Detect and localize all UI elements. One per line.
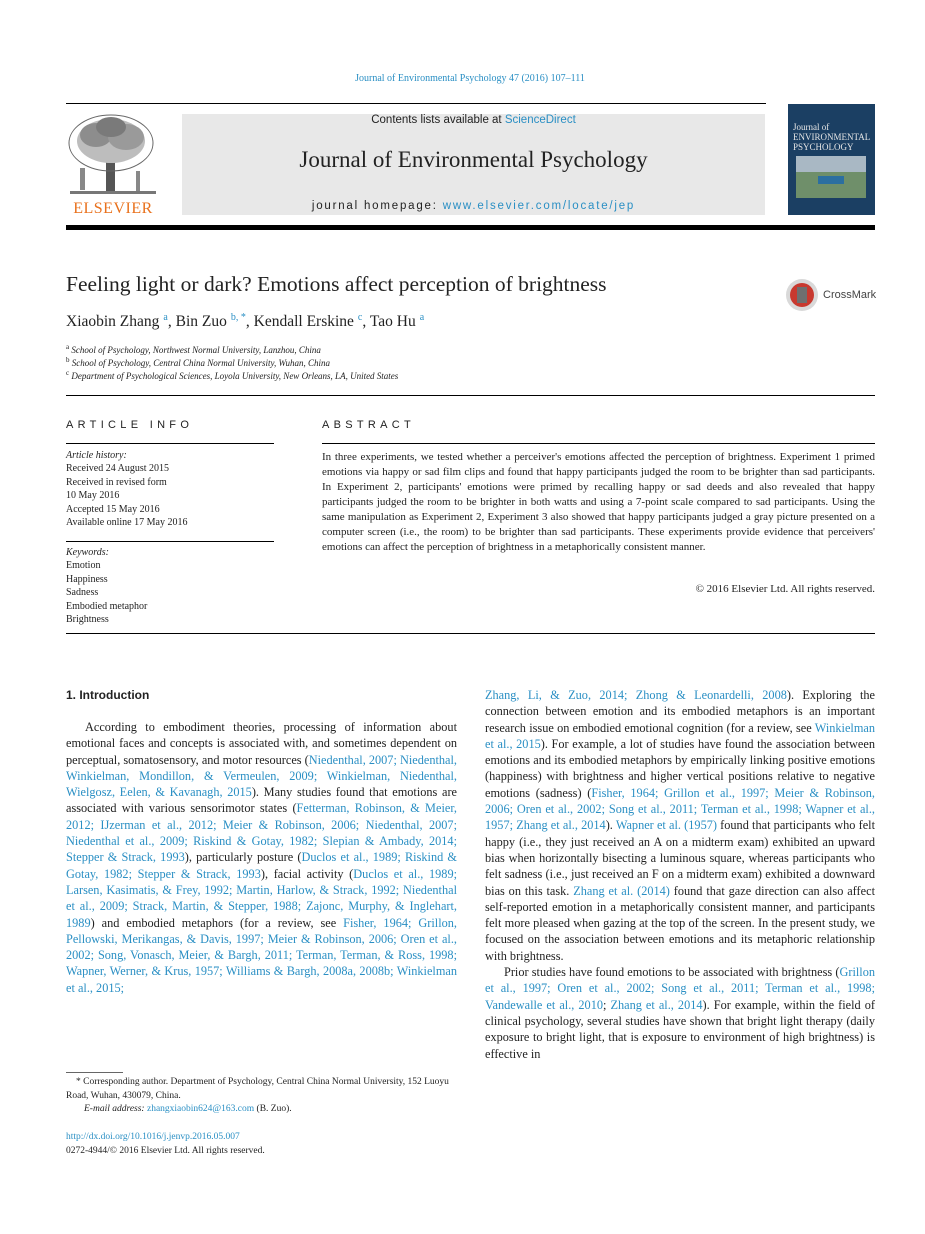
author-affiliation-marker[interactable]: a [163, 312, 168, 323]
citation-link[interactable]: Duclos et al., 1989; Larsen, Kasimatis, & Frey, 1992; Martin, Harlow, & Strack, 1992; Niedenthal et al., 2009; Strack, Martin, & Stepper, 1988; Zajonc, Murphy, & Inglehart, 1989 [66, 866, 458, 930]
article-history [66, 449, 187, 529]
cover-title: Journal of ENVIRONMENTAL PSYCHOLOGY [793, 122, 870, 152]
citation-link[interactable]: Winkielman et al., 2015 [485, 720, 875, 751]
intro-left-column [66, 719, 457, 996]
journal-banner [182, 114, 765, 215]
keyword-item: Brightness [66, 614, 109, 626]
front-matter-bottom-rule [66, 633, 875, 634]
affiliation-a: $^a$ School of Psychology, Northwest Normal University, Lanzhou, China [66, 343, 321, 355]
journal-title: Journal of Environmental Psychology [299, 147, 648, 172]
keyword-item: Sadness [66, 587, 99, 599]
crossmark-icon[interactable] [785, 278, 819, 312]
author-name[interactable]: Bin Zuo [175, 313, 227, 331]
author-affiliation-marker[interactable]: a [419, 312, 425, 323]
abstract-copyright: © 2016 Elsevier Ltd. All rights reserved. [695, 583, 875, 595]
journal-homepage-link[interactable]: www.elsevier.com/locate/jep [442, 200, 636, 212]
history-label: Article history: [66, 450, 127, 461]
keywords [66, 546, 147, 626]
footnote-rule [66, 1072, 123, 1073]
author-affiliation-marker[interactable]: b, * [230, 312, 246, 323]
intro-paragraph-2: Prior studies have found emotions to be associated with brightness (Grillon et al., 1997; Oren et al., 2002; Song et al., 2011; Terman et al., 1998; Vandewalle et al., 2010; Zhang et al., 2014). For example, within the field of clinical psychology, several studies have shown that bright light therapy (daily exposure to bright light, that is exposure to environment of high brightness) is effective in [485, 965, 875, 1061]
abstract-text: In three experiments, we tested whether a perceiver's emotions affected the perception of brightness. Experiment 1 primed emotions via happy or sad film clips and found that happy participants judged the room to be brighter than sad participants. In Experiment 2, participants' emotions were primed by recalling happy or sad deeds and also revealed that happy participants judged the room to be brighter in both watts and using a 7-point scale compared to sad participants. Using the same manipulation as Experiment 2, Experiment 3 also showed that happy participants judged a gray picture presented on a computer screen (i.e., the room) to be brighter than sad participants. These experiments provide evidence that perceivers' emotions can affect the perception of brightness in a metaphorically consistent manner. [322, 451, 875, 553]
journal-homepage-line: journal homepage: www.elsevier.com/locate/jep [311, 200, 636, 212]
history-item: 10 May 2016 [66, 490, 120, 502]
sciencedirect-link[interactable]: ScienceDirect [504, 114, 576, 126]
author-name[interactable]: Tao Hu [369, 313, 416, 331]
header-top-rule [66, 103, 766, 104]
crossmark-label[interactable]: CrossMark [823, 289, 877, 301]
citation-link[interactable]: Fetterman, Robinson, & Meier, 2012; IJzerman et al., 2012; Meier & Robinson, 2006; Niedenthal, 2007; Niedenthal et al., 2009; Riskind & Gotay, 1982; Slepian & Ambady, 2014; Stepper & Strack, 1993 [66, 801, 457, 865]
tree-icon [66, 113, 160, 199]
keyword-item: Happiness [66, 573, 108, 585]
article-info-heading: ARTICLE INFO [66, 419, 194, 431]
keyword-item: Emotion [66, 560, 101, 572]
contents-available-line: Contents lists available at ScienceDirect [371, 114, 576, 126]
elsevier-wordmark: ELSEVIER [73, 200, 153, 217]
intro-right-column [485, 687, 875, 1062]
doi-block [66, 1131, 265, 1158]
citation-link[interactable]: Zhang et al. (2014) [573, 883, 670, 898]
author-email-link[interactable]: zhangxiaobin624@163.com [146, 1104, 255, 1114]
citation-link[interactable]: Fisher, 1964; Grillon et al., 1997; Meier & Robinson, 2006; Oren et al., 2002; Song et al., 2011; Terman et al., 1998; Wapner et al., 1957; Zhang et al., 2014 [485, 785, 875, 833]
citation-link[interactable]: Duclos et al., 1989; Riskind & Gotay, 1982; Stepper & Strack, 1993 [66, 850, 457, 881]
citation-link[interactable]: Zhang, Li, & Zuo, 2014; Zhong & Leonardelli, 2008 [485, 688, 787, 702]
citation-link[interactable]: Zhang et al., 2014 [610, 997, 703, 1012]
journal-cover-image[interactable] [788, 104, 875, 215]
citation-link[interactable]: Grillon et al., 1997; Oren et al., 2002; Song et al., 2011; Terman et al., 1998; Vandewalle et al., 2010 [485, 965, 875, 1012]
elsevier-logo [66, 113, 160, 216]
keywords-rule [66, 541, 274, 542]
intro-paragraph-1-continued: Zhang, Li, & Zuo, 2014; Zhong & Leonardelli, 2008). Exploring the connection between emotion and its embodied metaphors is an important research issue on embodied emotional cognition (for a review, see Winkielman et al., 2015). For example, a lot of studies have found the association between emotions and its embodied metaphors by empirically linking positive emotions (happiness) with brightness and higher vertical positions relative to negative emotions (sadness) (Fisher, 1964; Grillon et al., 1997; Meier & Robinson, 2006; Oren et al., 2002; Song et al., 2011; Terman et al., 1998; Wapner et al., 1957; Zhang et al., 2014). Wapner et al. (1957) found that participants who felt happy (i.e., they just received an A on a midterm exam) exhibited an upward bias when horizontally bisecting a luminous square, whereas participants who felt sadness (i.e., just received an F on a midterm exam) exhibited a downward bias on this task. Zhang et al. (2014) found that gaze direction can also affect self-reported emotion in a metaphorically consistent manner, and participants felt more pleased when gazing at the top of the screen. In the present study, we focused on the association between emotions and its metaphoric relationship with brightness. [485, 688, 875, 963]
section-heading-introduction: 1. Introduction [66, 688, 150, 702]
abstract-rule [322, 443, 875, 444]
history-item: Available online 17 May 2016 [66, 517, 188, 529]
author-affiliation-marker[interactable]: c [357, 312, 363, 323]
article-title: Feeling light or dark? Emotions affect perception of brightness [66, 272, 607, 296]
author-name[interactable]: Xiaobin Zhang [66, 313, 160, 331]
keyword-item: Embodied metaphor [66, 600, 148, 612]
keywords-label: Keywords: [66, 547, 109, 558]
history-item: Received in revised form [66, 476, 167, 488]
journal-citation[interactable]: Journal of Environmental Psychology 47 (2016) 107–111 [355, 73, 585, 84]
header-bottom-rule [66, 225, 875, 230]
doi-link[interactable]: http://dx.doi.org/10.1016/j.jenvp.2016.05.007 [66, 1132, 240, 1142]
intro-paragraph-1: According to embodiment theories, processing of information about emotional faces and concepts is associated with, and sometimes dependent on perceptual, somatosensory, and motor resources (Niedenthal, 2007; Niedenthal, Winkielman, Mondillon, & Vermeulen, 2009; Winkielman, Niedenthal, Wielgosz, Eelen, & Kavanagh, 2015). Many studies found that emotions are associated with various sensorimotor states (Fetterman, Robinson, & Meier, 2012; IJzerman et al., 2012; Meier & Robinson, 2006; Niedenthal, 2007; Niedenthal et al., 2009; Riskind & Gotay, 1982; Slepian & Ambady, 2014; Stepper & Strack, 1993), particularly posture (Duclos et al., 1989; Riskind & Gotay, 1982; Stepper & Strack, 1993), facial activity (Duclos et al., 1989; Larsen, Kasimatis, & Frey, 1992; Martin, Harlow, & Strack, 1992; Niedenthal et al., 2009; Strack, Martin, & Stepper, 1988; Zajonc, Murphy, & Inglehart, 1989) and embodied metaphors (for a review, see Fisher, 1964; Grillon, Pellowski, Merikangas, & Davis, 1997; Meier & Robinson, 2006; Oren et al., 2002; Song, Vonasch, Meier, & Bargh, 2011; Terman, Terman, & Ross, 1998; Wapner, Werner, & Krus, 1957; Williams & Bargh, 2008a, 2008b; Winkielman et al., 2015; [66, 720, 458, 995]
article-info-rule [66, 443, 274, 444]
issn-line: 0272-4944/© 2016 Elsevier Ltd. All rights reserved. [66, 1145, 265, 1156]
author-name[interactable]: Kendall Erskine [253, 313, 354, 331]
affiliation-c: $^c$ Department of Psychological Sciences, Loyola University, New Orleans, LA, United States [66, 369, 399, 381]
corresponding-author-footnote: * Corresponding author. Department of Psychology, Central China Normal University, 152 Luoyu Road, Wuhan, 430079, China. E-mail address: zhangxiaobin624@163.com (B. Zuo). [66, 1077, 449, 1114]
citation-link[interactable]: Niedenthal, 2007; Niedenthal, Winkielman, Mondillon, & Vermeulen, 2009; Winkielman, Niedenthal, Wielgosz, Eelen, & Kavanagh, 2015 [66, 752, 457, 800]
citation-link[interactable]: Wapner et al. (1957) [615, 818, 717, 833]
author-list: Xiaobin Zhang $^a$, Bin Zuo $^{b, *}$, Kendall Erskine $^c$, Tao Hu $^a$ [66, 312, 425, 331]
history-item: Accepted 15 May 2016 [66, 503, 160, 515]
affiliation-b: $^b$ School of Psychology, Central China Normal University, Wuhan, China [66, 356, 330, 368]
citation-link[interactable]: Fisher, 1964; Grillon, Pellowski, Merikangas, & Davis, 1997; Meier & Robinson, 2006; Oren et al., 2002; Song, Vonasch, Meier, & Bargh, 2011; Terman, Terman, & Ross, 1998; Wapner, Werner, & Krus, 1957; Williams & Bargh, 2008a, 2008b; Winkielman et al., 2015; [66, 915, 457, 995]
history-item: Received 24 August 2015 [66, 463, 170, 475]
abstract-heading: ABSTRACT [322, 419, 416, 431]
affiliation-rule [66, 395, 875, 396]
cover-photo [796, 156, 866, 198]
